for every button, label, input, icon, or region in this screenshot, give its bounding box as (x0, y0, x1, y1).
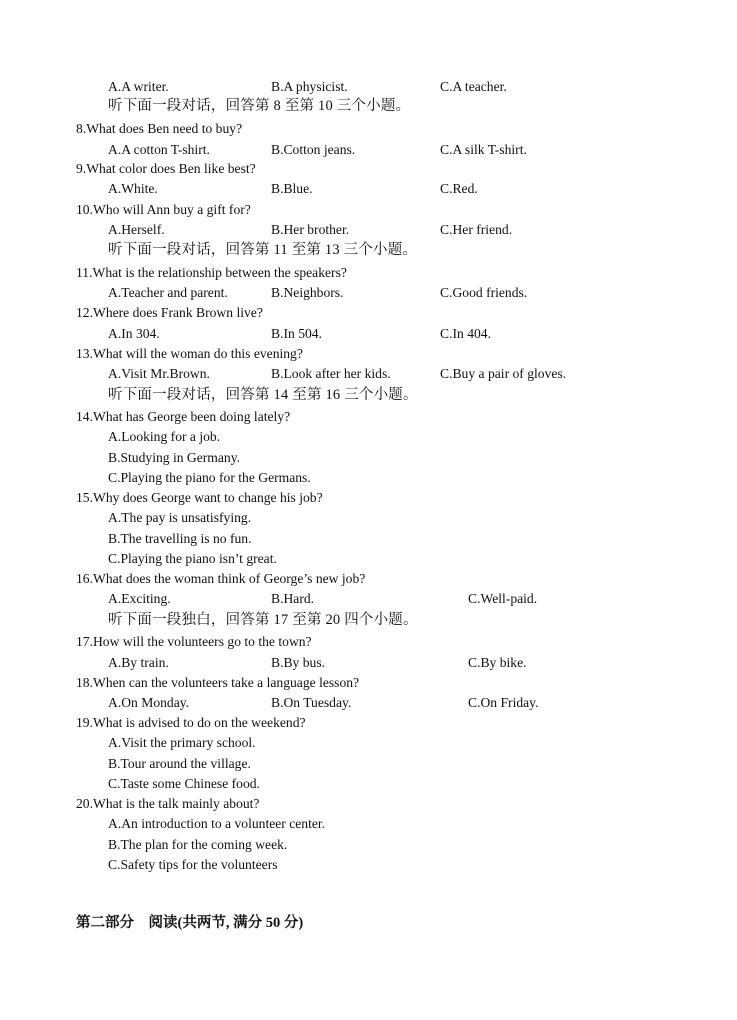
q12-stem: 12.Where does Frank Brown live? (76, 305, 263, 320)
q7-option-b: B.A physicist. (271, 79, 348, 94)
q8-stem: 8.What does Ben need to buy? (76, 121, 243, 136)
q13-stem: 13.What will the woman do this evening? (76, 346, 303, 361)
instruction-8-10: 听下面一段对话，回答第 8 至第 10 三个小题。 (108, 98, 411, 114)
q20-option-c: C.Safety tips for the volunteers (108, 857, 278, 872)
q8-option-c: C.A silk T-shirt. (440, 142, 527, 157)
q11-option-a: A.Teacher and parent. (108, 285, 228, 300)
q16-option-c: C.Well-paid. (468, 591, 538, 606)
q14-option-a: A.Looking for a job. (108, 429, 221, 444)
q13-option-c: C.Buy a pair of gloves. (440, 366, 567, 381)
q11-option-c: C.Good friends. (440, 285, 528, 300)
q17-stem: 17.How will the volunteers go to the town? (76, 634, 312, 649)
q19-option-a: A.Visit the primary school. (108, 735, 256, 750)
instruction-11-13: 听下面一段对话，回答第 11 至第 13 三个小题。 (108, 242, 418, 258)
q20-stem: 20.What is the talk mainly about? (76, 796, 260, 811)
q15-option-c: C.Playing the piano isn’t great. (108, 551, 277, 566)
section2-title: 第二部分 阅读(共两节, 满分 50 分) (76, 915, 304, 931)
q8-option-b: B.Cotton jeans. (271, 142, 356, 157)
q14-option-b: B.Studying in Germany. (108, 450, 241, 465)
q17-option-c: C.By bike. (468, 655, 527, 670)
q12-option-c: C.In 404. (440, 326, 491, 341)
q10-option-c: C.Her friend. (440, 222, 513, 237)
q7-option-a: A.A writer. (108, 79, 169, 94)
q17-option-b: B.By bus. (271, 655, 326, 670)
q11-stem: 11.What is the relationship between the speakers? (76, 265, 347, 280)
q15-stem: 15.Why does George want to change his job? (76, 490, 323, 505)
q20-option-a: A.An introduction to a volunteer center. (108, 816, 326, 831)
q15-option-b: B.The travelling is no fun. (108, 531, 252, 546)
q10-option-a: A.Herself. (108, 222, 165, 237)
q15-option-a: A.The pay is unsatisfying. (108, 510, 252, 525)
q12-option-a: A.In 304. (108, 326, 160, 341)
q9-option-b: B.Blue. (271, 181, 313, 196)
q10-option-b: B.Her brother. (271, 222, 350, 237)
q13-option-b: B.Look after her kids. (271, 366, 391, 381)
q19-stem: 19.What is advised to do on the weekend? (76, 715, 306, 730)
q18-option-a: A.On Monday. (108, 695, 190, 710)
instruction-17-20: 听下面一段独白，回答第 17 至第 20 四个小题。 (108, 612, 418, 628)
q18-option-c: C.On Friday. (468, 695, 539, 710)
q9-option-a: A.White. (108, 181, 158, 196)
q19-option-c: C.Taste some Chinese food. (108, 776, 260, 791)
q20-option-b: B.The plan for the coming week. (108, 837, 288, 852)
q18-stem: 18.When can the volunteers take a language lesson? (76, 675, 360, 690)
instruction-14-16: 听下面一段对话，回答第 14 至第 16 三个小题。 (108, 387, 418, 403)
q8-option-a: A.A cotton T-shirt. (108, 142, 210, 157)
q13-option-a: A.Visit Mr.Brown. (108, 366, 210, 381)
q17-option-a: A.By train. (108, 655, 169, 670)
q19-option-b: B.Tour around the village. (108, 756, 251, 771)
q12-option-b: B.In 504. (271, 326, 322, 341)
q14-option-c: C.Playing the piano for the Germans. (108, 470, 311, 485)
q9-option-c: C.Red. (440, 181, 478, 196)
q9-stem: 9.What color does Ben like best? (76, 161, 256, 176)
q18-option-b: B.On Tuesday. (271, 695, 352, 710)
q7-option-c: C.A teacher. (440, 79, 507, 94)
q11-option-b: B.Neighbors. (271, 285, 344, 300)
q16-stem: 16.What does the woman think of George’s new job? (76, 571, 366, 586)
q16-option-a: A.Exciting. (108, 591, 171, 606)
q14-stem: 14.What has George been doing lately? (76, 409, 291, 424)
q16-option-b: B.Hard. (271, 591, 315, 606)
q10-stem: 10.Who will Ann buy a gift for? (76, 202, 251, 217)
